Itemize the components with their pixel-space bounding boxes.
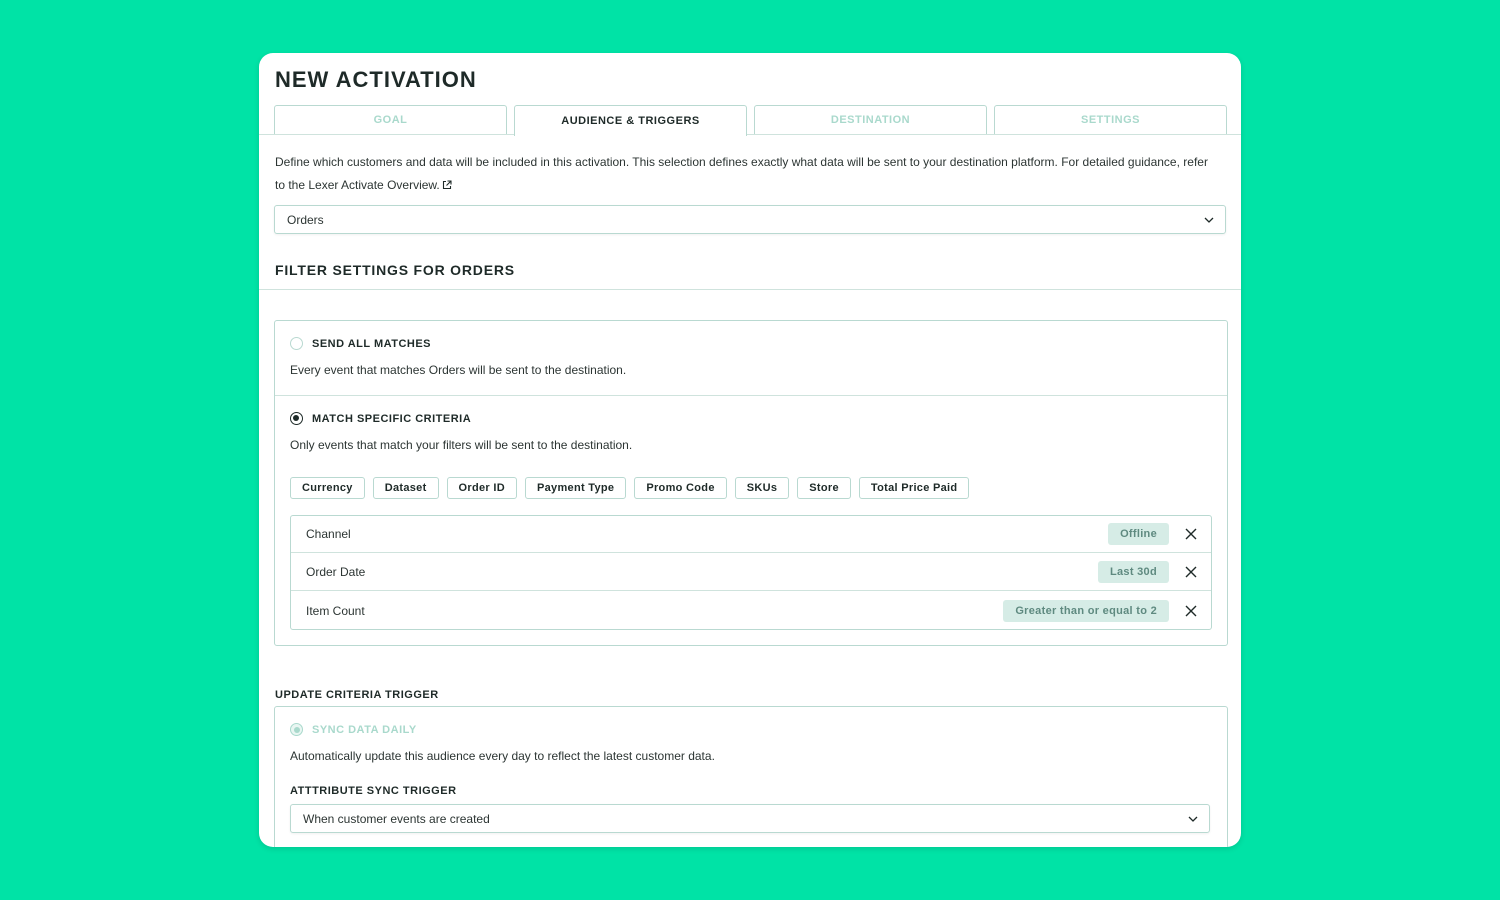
sync-daily-radio — [290, 723, 303, 736]
match-specific-description: Only events that match your filters will be sent to the destination. — [290, 438, 633, 452]
filter-chip-list — [290, 477, 969, 499]
criteria-row — [291, 554, 1211, 591]
overview-link[interactable]: Lexer Activate Overview. — [308, 178, 440, 192]
sync-daily-option — [290, 723, 417, 736]
dataset-select-value: Orders — [287, 212, 324, 227]
chip-currency[interactable]: Currency — [290, 477, 365, 499]
chip-dataset[interactable]: Dataset — [373, 477, 439, 499]
chip-promo-code[interactable]: Promo Code — [634, 477, 726, 499]
criteria-name: Order Date — [306, 565, 366, 579]
chevron-down-icon — [1187, 813, 1199, 825]
chip-order-id[interactable]: Order ID — [447, 477, 517, 499]
send-all-radio[interactable] — [290, 337, 303, 350]
tab-audience-triggers[interactable]: AUDIENCE & TRIGGERS — [514, 105, 747, 136]
criteria-table — [290, 515, 1212, 630]
match-specific-radio[interactable] — [290, 412, 303, 425]
criteria-value-badge[interactable]: Greater than or equal to 2 — [1003, 600, 1169, 622]
tab-destination[interactable]: DESTINATION — [754, 105, 987, 134]
tab-settings[interactable]: SETTINGS — [994, 105, 1227, 134]
match-specific-label: MATCH SPECIFIC CRITERIA — [312, 412, 472, 425]
description — [275, 151, 1220, 197]
chevron-down-icon — [1203, 214, 1215, 226]
close-icon[interactable] — [1185, 528, 1197, 540]
close-icon[interactable] — [1185, 605, 1197, 617]
attribute-sync-trigger-value: When customer events are created — [303, 811, 490, 826]
dataset-select[interactable] — [274, 205, 1226, 234]
chip-skus[interactable]: SKUs — [735, 477, 790, 499]
sync-daily-description: Automatically update this audience every day to reflect the latest customer data. — [290, 749, 715, 763]
send-all-option[interactable] — [290, 337, 431, 350]
filter-options-box — [274, 320, 1228, 646]
section-divider — [259, 289, 1241, 290]
external-link-icon[interactable] — [442, 180, 452, 190]
option-divider — [275, 395, 1227, 396]
update-trigger-box — [274, 706, 1228, 847]
chip-total-price-paid[interactable]: Total Price Paid — [859, 477, 970, 499]
criteria-name: Channel — [306, 527, 351, 541]
match-specific-option[interactable] — [290, 412, 471, 425]
close-icon[interactable] — [1185, 566, 1197, 578]
criteria-value-badge[interactable]: Offline — [1108, 523, 1169, 545]
attribute-sync-trigger-label: ATTTRIBUTE SYNC TRIGGER — [290, 785, 457, 797]
criteria-name: Item Count — [306, 603, 365, 618]
update-criteria-title: UPDATE CRITERIA TRIGGER — [275, 689, 439, 701]
chip-store[interactable]: Store — [797, 477, 851, 499]
new-activation-card — [259, 53, 1241, 847]
send-all-description: Every event that matches Orders will be sent to the destination. — [290, 363, 627, 377]
filter-settings-title: FILTER SETTINGS FOR ORDERS — [275, 262, 515, 278]
criteria-row — [291, 592, 1211, 629]
attribute-sync-trigger-select[interactable] — [290, 804, 1210, 833]
tab-bar — [274, 105, 1227, 135]
chip-payment-type[interactable]: Payment Type — [525, 477, 626, 499]
tab-goal[interactable]: GOAL — [274, 105, 507, 134]
send-all-label: SEND ALL MATCHES — [312, 337, 432, 350]
criteria-row — [291, 516, 1211, 553]
description-text: Define which customers and data will be included in this activation. This selection defines exactly what data will be sent to your destination platform. For detailed guidance, refer to the — [275, 155, 1208, 192]
page-title: NEW ACTIVATION — [275, 67, 477, 92]
sync-daily-label: SYNC DATA DAILY — [312, 723, 417, 736]
criteria-value-badge[interactable]: Last 30d — [1098, 561, 1169, 583]
